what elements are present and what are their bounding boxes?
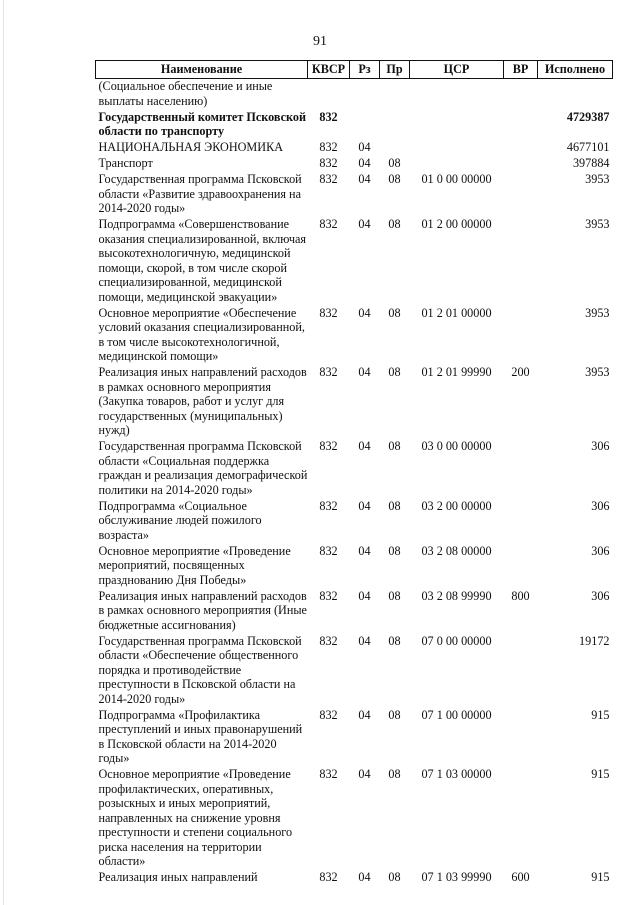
row-csr-cell	[410, 79, 504, 110]
row-name-cell: Основное мероприятие «Обеспечение условий оказания специализированной, в том числе высокотехнологичной, медицинской помощи»	[98, 305, 305, 363]
row-rz-cell: 04	[358, 870, 371, 884]
column-header-amount: Исполнено	[538, 61, 613, 79]
column-header-pr: Пр	[380, 61, 410, 79]
row-vr-cell	[504, 708, 538, 768]
table-row	[96, 767, 613, 870]
row-pr-cell: 08	[388, 767, 401, 781]
row-amount-cell: 19172	[579, 633, 610, 648]
row-csr-cell	[410, 156, 504, 172]
row-pr-cell: 08	[388, 870, 401, 884]
row-rz-cell: 04	[358, 767, 371, 781]
row-csr-cell	[410, 110, 504, 141]
row-rz-cell	[350, 110, 380, 141]
row-amount-cell: 3953	[585, 365, 610, 379]
row-pr-cell: 08	[388, 543, 401, 558]
row-name-cell: Реализация иных направлений расходов в рамках основного мероприятия (Иные бюджетные ассигнования)	[98, 588, 307, 632]
row-amount-cell: 3953	[585, 217, 610, 231]
row-kvsr-cell: 832	[319, 498, 338, 513]
table-body	[96, 79, 613, 887]
row-csr-cell: 07 0 00 00000	[421, 633, 492, 648]
row-kvsr-cell: 832	[319, 870, 338, 884]
table-row	[96, 708, 613, 768]
row-amount-cell: 306	[591, 498, 610, 513]
row-kvsr-cell: 832	[319, 543, 338, 558]
table-row	[96, 110, 613, 141]
row-csr-cell: 07 1 00 00000	[421, 707, 492, 722]
row-vr-cell: 200	[511, 365, 530, 379]
scan-edge-line	[3, 0, 4, 905]
table-row	[96, 870, 613, 886]
row-amount-cell	[538, 79, 613, 110]
row-rz-cell: 04	[358, 140, 371, 154]
row-pr-cell: 08	[388, 498, 401, 513]
row-csr-cell: 03 2 00 00000	[421, 498, 492, 513]
row-rz-cell: 04	[358, 588, 371, 603]
row-kvsr-cell: 832	[319, 439, 338, 453]
row-vr-cell: 600	[511, 870, 530, 884]
table-row	[96, 365, 613, 439]
row-vr-cell	[504, 110, 538, 141]
row-rz-cell: 04	[358, 156, 371, 170]
row-vr-cell	[504, 140, 538, 156]
row-rz-cell: 04	[358, 498, 371, 513]
row-amount-cell: 306	[591, 588, 610, 603]
row-rz-cell: 04	[358, 305, 371, 320]
table-row	[96, 589, 613, 634]
row-amount-cell: 3953	[585, 172, 610, 186]
row-pr-cell: 08	[388, 633, 401, 648]
row-csr-cell: 03 0 00 00000	[421, 439, 492, 453]
row-kvsr-cell: 832	[319, 365, 338, 379]
table-row	[96, 172, 613, 217]
budget-table	[95, 60, 613, 886]
row-rz-cell: 04	[358, 707, 371, 722]
row-amount-cell: 4677101	[566, 140, 610, 154]
row-pr-cell: 08	[388, 439, 401, 453]
row-pr-cell	[380, 140, 410, 156]
row-vr-cell	[504, 439, 538, 499]
row-amount-cell: 3953	[585, 305, 610, 320]
row-kvsr-cell: 832	[319, 305, 338, 320]
page-number: 91	[313, 34, 327, 49]
row-vr-cell	[504, 217, 538, 306]
table-row	[96, 306, 613, 366]
row-rz-cell: 04	[358, 633, 371, 648]
row-kvsr-cell: 832	[319, 217, 338, 231]
row-csr-cell: 01 0 00 00000	[421, 172, 492, 186]
column-header-vr: ВР	[504, 61, 538, 79]
row-amount-cell: 306	[591, 439, 610, 453]
row-kvsr-cell: 832	[319, 156, 338, 170]
row-vr-cell	[504, 544, 538, 589]
row-vr-cell: 800	[511, 588, 530, 603]
row-kvsr-cell: 832	[319, 140, 338, 154]
row-pr-cell: 08	[388, 588, 401, 603]
row-amount-cell: 306	[591, 543, 610, 558]
row-name-cell: Транспорт	[98, 156, 153, 170]
row-csr-cell: 03 2 08 00000	[421, 543, 492, 558]
column-header-rz: Рз	[350, 61, 380, 79]
row-kvsr-cell: 832	[319, 707, 338, 722]
row-amount-cell: 915	[591, 767, 610, 781]
row-csr-cell: 07 1 03 00000	[421, 767, 492, 781]
row-csr-cell: 03 2 08 99990	[421, 588, 492, 603]
row-kvsr-cell: 832	[319, 172, 338, 186]
row-csr-cell: 01 2 01 99990	[421, 365, 492, 379]
row-pr-cell: 08	[388, 305, 401, 320]
table-row	[96, 439, 613, 499]
row-pr-cell	[380, 110, 410, 141]
table-header-row	[96, 61, 613, 79]
row-pr-cell	[380, 79, 410, 110]
row-name-cell: (Социальное обеспечение и иные выплаты населению)	[98, 79, 273, 108]
row-name-cell: НАЦИОНАЛЬНАЯ ЭКОНОМИКА	[98, 140, 283, 154]
column-header-kvsr: КВСР	[308, 61, 350, 79]
row-kvsr-cell: 832	[319, 588, 338, 603]
row-vr-cell	[504, 499, 538, 544]
row-pr-cell: 08	[388, 156, 401, 170]
row-amount-cell: 397884	[572, 156, 610, 170]
table-row	[96, 217, 613, 306]
row-csr-cell	[410, 140, 504, 156]
table-row	[96, 79, 613, 110]
row-rz-cell: 04	[358, 217, 371, 231]
table-row	[96, 156, 613, 172]
row-name-cell: Основное мероприятие «Проведение профилактических, оперативных, розыскных и иных мероприятий, направленных на снижение уровня преступности и степени социального риска населения на территории области»	[98, 767, 293, 868]
row-name-cell: Государственная программа Псковской области «Социальная поддержка граждан и реализация демографической политики на 2014-2020 годы»	[98, 439, 308, 497]
row-rz-cell: 04	[358, 365, 371, 379]
row-vr-cell	[504, 172, 538, 217]
column-header-name: Наименование	[96, 61, 308, 79]
row-name-cell: Подпрограмма «Профилактика преступлений и иных правонарушений в Псковской области на 2014-2020 годы»	[98, 707, 303, 765]
row-kvsr-cell	[308, 79, 350, 110]
row-vr-cell	[504, 634, 538, 708]
row-kvsr-cell: 832	[319, 109, 338, 124]
row-amount-cell: 4729387	[566, 109, 610, 124]
table-row	[96, 499, 613, 544]
row-vr-cell	[504, 306, 538, 366]
row-vr-cell	[504, 79, 538, 110]
column-header-csr: ЦСР	[410, 61, 504, 79]
row-csr-cell: 01 2 01 00000	[421, 305, 492, 320]
row-pr-cell: 08	[388, 365, 401, 379]
row-name-cell: Подпрограмма «Социальное обслуживание людей пожилого возраста»	[98, 498, 262, 542]
row-vr-cell	[504, 767, 538, 870]
row-name-cell: Основное мероприятие «Проведение мероприятий, посвященных празднованию Дня Победы»	[98, 543, 291, 587]
row-pr-cell: 08	[388, 172, 401, 186]
row-name-cell: Государственный комитет Псковской области по транспорту	[98, 109, 307, 138]
row-name-cell: Реализация иных направлений	[98, 870, 258, 884]
row-csr-cell: 01 2 00 00000	[421, 217, 492, 231]
row-rz-cell	[350, 79, 380, 110]
row-kvsr-cell: 832	[319, 767, 338, 781]
row-vr-cell	[504, 156, 538, 172]
row-amount-cell: 915	[591, 707, 610, 722]
row-pr-cell: 08	[388, 707, 401, 722]
row-name-cell: Подпрограмма «Совершенствование оказания специализированной, включая высокотехнологичную, медицинской помощи, скорой, в том числе скорой специализированной, медицинской помощи, медицинской эвакуации»	[98, 217, 306, 304]
table-row	[96, 140, 613, 156]
row-rz-cell: 04	[358, 439, 371, 453]
row-pr-cell: 08	[388, 217, 401, 231]
row-name-cell: Реализация иных направлений расходов в рамках основного мероприятия (Закупка товаров, работ и услуг для государственных (муниципальных) нужд)	[98, 365, 307, 437]
table-row	[96, 634, 613, 708]
row-rz-cell: 04	[358, 543, 371, 558]
row-rz-cell: 04	[358, 172, 371, 186]
row-csr-cell: 07 1 03 99990	[421, 870, 492, 884]
row-name-cell: Государственная программа Псковской области «Обеспечение общественного порядка и противодействие преступности в Псковской области на 2014-2020 годы»	[98, 633, 302, 706]
table-row	[96, 544, 613, 589]
row-kvsr-cell: 832	[319, 633, 338, 648]
row-name-cell: Государственная программа Псковской области «Развитие здравоохранения на 2014-2020 годы»	[98, 172, 302, 215]
row-amount-cell: 915	[591, 870, 610, 884]
